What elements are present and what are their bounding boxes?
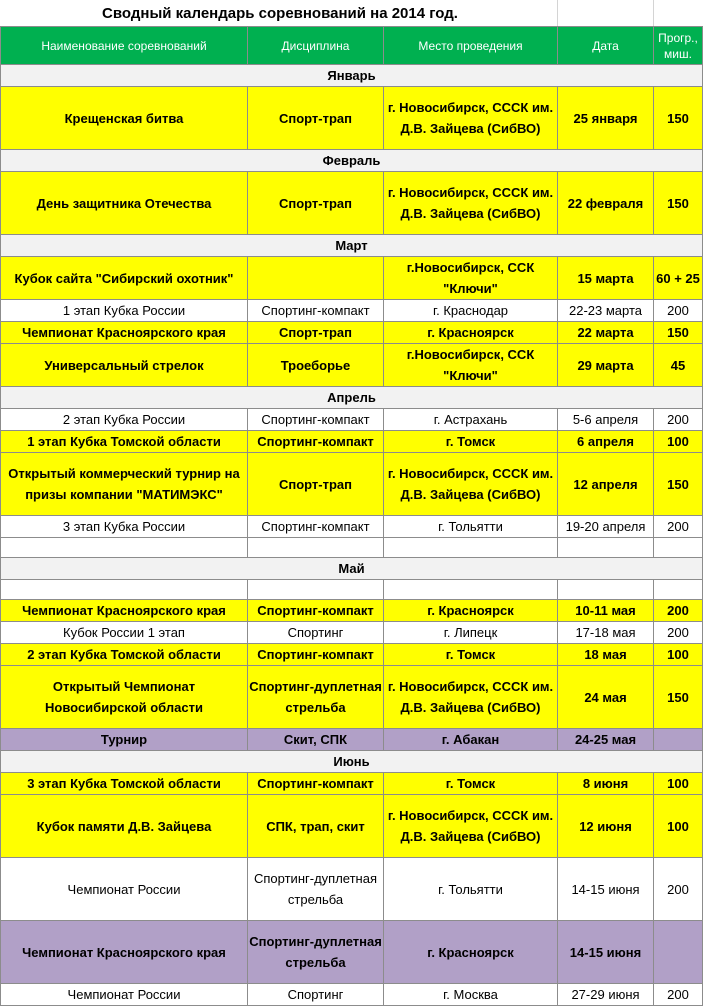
month-label[interactable]: Январь xyxy=(1,65,703,87)
cell-program[interactable]: 150 xyxy=(654,87,703,150)
cell-name[interactable]: 1 этап Кубка Томской области xyxy=(1,431,248,453)
empty-row xyxy=(1,538,703,558)
cell-date[interactable]: 18 мая xyxy=(558,644,654,666)
cell-program[interactable]: 200 xyxy=(654,622,703,644)
cell-discipline[interactable]: Спорт-трап xyxy=(248,322,384,344)
table-row xyxy=(1,322,703,344)
cell-place[interactable]: г. Абакан xyxy=(384,729,558,751)
cell-discipline[interactable]: СПК, трап, скит xyxy=(248,795,384,858)
competition-calendar-table xyxy=(0,26,703,1006)
cell-place[interactable]: г.Новосибирск, ССК "Ключи" xyxy=(384,344,558,387)
cell-place[interactable]: г. Тольятти xyxy=(384,858,558,921)
cell-date[interactable]: 22 марта xyxy=(558,322,654,344)
cell-place[interactable]: г. Тольятти xyxy=(384,516,558,538)
cell-program[interactable]: 200 xyxy=(654,858,703,921)
cell-program[interactable] xyxy=(654,921,703,984)
cell-date[interactable]: 12 июня xyxy=(558,795,654,858)
cell-place[interactable]: г. Новосибирск, СССК им. Д.В. Зайцева (СибВО) xyxy=(384,87,558,150)
cell-place[interactable]: г. Красноярск xyxy=(384,600,558,622)
cell-date[interactable]: 17-18 мая xyxy=(558,622,654,644)
gridline xyxy=(653,0,654,26)
cell-empty[interactable] xyxy=(384,580,558,600)
cell-date[interactable]: 24 мая xyxy=(558,666,654,729)
cell-discipline[interactable]: Спортинг-компакт xyxy=(248,300,384,322)
cell-name[interactable]: 2 этап Кубка России xyxy=(1,409,248,431)
cell-program[interactable]: 150 xyxy=(654,322,703,344)
cell-place[interactable]: г. Красноярск xyxy=(384,921,558,984)
month-label[interactable]: Апрель xyxy=(1,387,703,409)
cell-name[interactable]: Крещенская битва xyxy=(1,87,248,150)
month-row xyxy=(1,150,703,172)
cell-discipline[interactable]: Спортинг-компакт xyxy=(248,431,384,453)
header-row xyxy=(1,27,703,65)
table-row xyxy=(1,858,703,921)
cell-place[interactable]: г. Новосибирск, СССК им. Д.В. Зайцева (СибВО) xyxy=(384,172,558,235)
cell-name[interactable]: Кубок сайта "Сибирский охотник" xyxy=(1,257,248,300)
cell-name[interactable]: Чемпионат Красноярского края xyxy=(1,600,248,622)
cell-program[interactable]: 100 xyxy=(654,431,703,453)
cell-discipline[interactable]: Спорт-трап xyxy=(248,172,384,235)
cell-empty[interactable] xyxy=(654,538,703,558)
cell-program[interactable]: 100 xyxy=(654,644,703,666)
month-row xyxy=(1,558,703,580)
cell-empty[interactable] xyxy=(558,538,654,558)
cell-program[interactable]: 200 xyxy=(654,300,703,322)
cell-date[interactable]: 10-11 мая xyxy=(558,600,654,622)
cell-place[interactable]: г. Новосибирск, СССК им. Д.В. Зайцева (СибВО) xyxy=(384,453,558,516)
cell-date[interactable]: 22 февраля xyxy=(558,172,654,235)
cell-name[interactable]: 3 этап Кубка России xyxy=(1,516,248,538)
cell-place[interactable]: г. Липецк xyxy=(384,622,558,644)
cell-date[interactable]: 24-25 мая xyxy=(558,729,654,751)
table-row xyxy=(1,431,703,453)
cell-date[interactable]: 6 апреля xyxy=(558,431,654,453)
month-label[interactable]: Февраль xyxy=(1,150,703,172)
cell-discipline[interactable]: Спортинг xyxy=(248,622,384,644)
empty-row xyxy=(1,580,703,600)
gridline xyxy=(557,0,558,26)
table-row xyxy=(1,729,703,751)
cell-date[interactable]: 29 марта xyxy=(558,344,654,387)
cell-place[interactable]: г.Новосибирск, ССК "Ключи" xyxy=(384,257,558,300)
month-row xyxy=(1,65,703,87)
cell-discipline[interactable]: Скит, СПК xyxy=(248,729,384,751)
cell-discipline[interactable]: Спортинг-компакт xyxy=(248,600,384,622)
cell-empty[interactable] xyxy=(1,538,248,558)
cell-discipline[interactable]: Спорт-трап xyxy=(248,453,384,516)
cell-program[interactable]: 200 xyxy=(654,600,703,622)
cell-name[interactable]: Кубок памяти Д.В. Зайцева xyxy=(1,795,248,858)
cell-name[interactable]: Открытый коммерческий турнир на призы компании "МАТИМЭКС" xyxy=(1,453,248,516)
cell-name[interactable]: Чемпионат Красноярского края xyxy=(1,322,248,344)
cell-empty[interactable] xyxy=(654,580,703,600)
cell-discipline[interactable] xyxy=(248,257,384,300)
cell-discipline[interactable]: Спортинг-компакт xyxy=(248,644,384,666)
header-place[interactable]: Место проведения xyxy=(384,27,558,65)
header-program[interactable]: Прогр., миш. xyxy=(654,27,703,65)
header-date[interactable]: Дата xyxy=(558,27,654,65)
cell-program[interactable]: 200 xyxy=(654,984,703,1006)
cell-place[interactable]: г. Красноярск xyxy=(384,322,558,344)
cell-discipline[interactable]: Спортинг xyxy=(248,984,384,1006)
table-row xyxy=(1,344,703,387)
table-row xyxy=(1,666,703,729)
header-discipline[interactable]: Дисциплина xyxy=(248,27,384,65)
cell-program[interactable]: 150 xyxy=(654,172,703,235)
cell-program[interactable] xyxy=(654,729,703,751)
table-row xyxy=(1,795,703,858)
month-row xyxy=(1,235,703,257)
cell-name[interactable]: 3 этап Кубка Томской области xyxy=(1,773,248,795)
cell-program[interactable]: 150 xyxy=(654,453,703,516)
cell-discipline[interactable]: Спортинг-компакт xyxy=(248,516,384,538)
table-row xyxy=(1,300,703,322)
cell-name[interactable]: 2 этап Кубка Томской области xyxy=(1,644,248,666)
cell-name[interactable]: Чемпионат России xyxy=(1,984,248,1006)
table-row xyxy=(1,644,703,666)
month-label[interactable]: Март xyxy=(1,235,703,257)
table-row xyxy=(1,409,703,431)
cell-discipline[interactable]: Спортинг-дуплетная стрельба xyxy=(248,666,384,729)
cell-program[interactable]: 200 xyxy=(654,409,703,431)
cell-name[interactable]: Турнир xyxy=(1,729,248,751)
cell-name[interactable]: Открытый Чемпионат Новосибирской области xyxy=(1,666,248,729)
cell-date[interactable]: 8 июня xyxy=(558,773,654,795)
cell-program[interactable]: 200 xyxy=(654,516,703,538)
cell-name[interactable]: 1 этап Кубка России xyxy=(1,300,248,322)
cell-date[interactable]: 14-15 июня xyxy=(558,921,654,984)
cell-date[interactable]: 19-20 апреля xyxy=(558,516,654,538)
cell-place[interactable]: г. Новосибирск, СССК им. Д.В. Зайцева (СибВО) xyxy=(384,666,558,729)
cell-program[interactable]: 60 + 25 xyxy=(654,257,703,300)
page-title: Сводный календарь соревнований на 2014 год. xyxy=(102,5,458,22)
table-row xyxy=(1,600,703,622)
cell-discipline[interactable]: Спорт-трап xyxy=(248,87,384,150)
table-row xyxy=(1,172,703,235)
month-row xyxy=(1,751,703,773)
table-row xyxy=(1,984,703,1006)
cell-place[interactable]: г. Томск xyxy=(384,773,558,795)
cell-empty[interactable] xyxy=(248,580,384,600)
table-row xyxy=(1,516,703,538)
cell-place[interactable]: г. Томск xyxy=(384,644,558,666)
cell-empty[interactable] xyxy=(1,580,248,600)
month-row xyxy=(1,387,703,409)
cell-name[interactable]: Кубок России 1 этап xyxy=(1,622,248,644)
cell-name[interactable]: Чемпионат России xyxy=(1,858,248,921)
cell-discipline[interactable]: Спортинг-компакт xyxy=(248,773,384,795)
month-label[interactable]: Июнь xyxy=(1,751,703,773)
cell-place[interactable]: г. Астрахань xyxy=(384,409,558,431)
cell-program[interactable]: 100 xyxy=(654,795,703,858)
cell-name[interactable]: Чемпионат Красноярского края xyxy=(1,921,248,984)
cell-discipline[interactable]: Спортинг-дуплетная стрельба xyxy=(248,921,384,984)
table-row xyxy=(1,87,703,150)
cell-date[interactable]: 15 марта xyxy=(558,257,654,300)
cell-name[interactable]: День защитника Отечества xyxy=(1,172,248,235)
cell-discipline[interactable]: Спортинг-компакт xyxy=(248,409,384,431)
cell-date[interactable]: 25 января xyxy=(558,87,654,150)
cell-place[interactable]: г. Томск xyxy=(384,431,558,453)
table-row xyxy=(1,921,703,984)
cell-place[interactable]: г. Москва xyxy=(384,984,558,1006)
header-name[interactable]: Наименование соревнований xyxy=(1,27,248,65)
cell-date[interactable]: 27-29 июня xyxy=(558,984,654,1006)
cell-empty[interactable] xyxy=(384,538,558,558)
table-row xyxy=(1,453,703,516)
cell-date[interactable]: 12 апреля xyxy=(558,453,654,516)
cell-name[interactable]: Универсальный стрелок xyxy=(1,344,248,387)
cell-program[interactable]: 150 xyxy=(654,666,703,729)
cell-discipline[interactable]: Троеборье xyxy=(248,344,384,387)
cell-date[interactable]: 14-15 июня xyxy=(558,858,654,921)
table-row xyxy=(1,257,703,300)
month-label[interactable]: Май xyxy=(1,558,703,580)
cell-date[interactable]: 5-6 апреля xyxy=(558,409,654,431)
cell-place[interactable]: г. Новосибирск, СССК им. Д.В. Зайцева (СибВО) xyxy=(384,795,558,858)
table-row xyxy=(1,622,703,644)
cell-empty[interactable] xyxy=(558,580,654,600)
cell-discipline[interactable]: Спортинг-дуплетная стрельба xyxy=(248,858,384,921)
cell-empty[interactable] xyxy=(248,538,384,558)
cell-program[interactable]: 45 xyxy=(654,344,703,387)
cell-place[interactable]: г. Краснодар xyxy=(384,300,558,322)
cell-date[interactable]: 22-23 марта xyxy=(558,300,654,322)
cell-program[interactable]: 100 xyxy=(654,773,703,795)
table-row xyxy=(1,773,703,795)
